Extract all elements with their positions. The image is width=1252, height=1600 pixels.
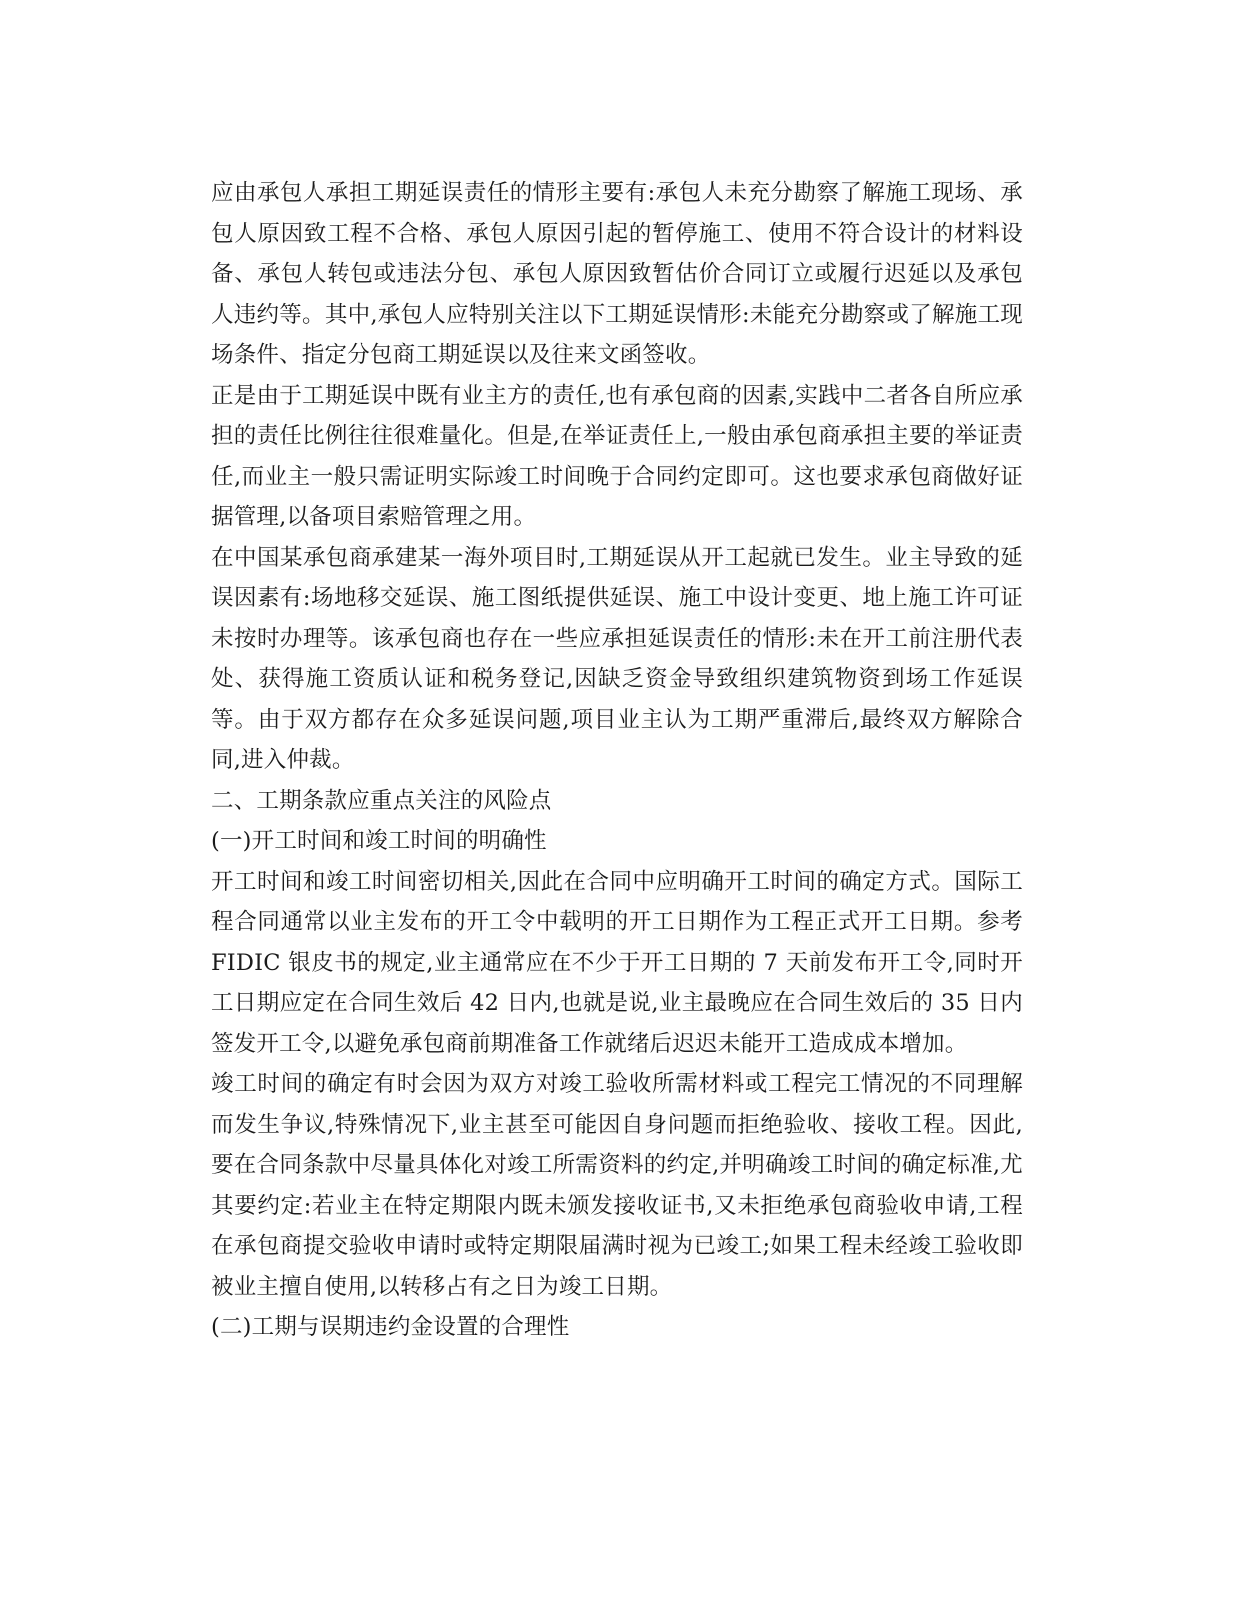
paragraph-commencement-date: 开工时间和竣工时间密切相关,因此在合同中应明确开工时间的确定方式。国际工程合同通常以业主发布的开工令中载明的开工日期作为工程正式开工日期。参考 FIDIC 银皮书的规定,业主通常应在不少于开工日期的 7 天前发布开工令,同时开工日期应定在合同生效后 42 日内,也就是说,业主最晚应在合同生效后的 35 日内签发开工令,以避免承包商前期准备工作就绪后迟迟未能开工造成成本增加。 xyxy=(211,868,1023,1057)
section-heading: 二、工期条款应重点关注的风险点 xyxy=(211,787,552,814)
subsection-2-heading: (二)工期与误期违约金设置的合理性 xyxy=(211,1314,570,1340)
paragraph-overseas-case: 在中国某承包商承建某一海外项目时,工期延误从开工起就已发生。业主导致的延误因素有:场地移交延误、施工图纸提供延误、施工中设计变更、地上施工许可证未按时办理等。该承包商也存在一些应承担延误责任的情形:未在开工前注册代表处、获得施工资质认证和税务登记,因缺乏资金导致组织建筑物资到场工作延误等。由于双方都存在众多延误问题,项目业主认为工期严重滞后,最终双方解除合同,进入仲裁。 xyxy=(211,544,1023,773)
document-body xyxy=(211,173,1023,1348)
subsection-1-heading: (一)开工时间和竣工时间的明确性 xyxy=(211,828,547,854)
paragraph-contractor-delay-liability: 应由承包人承担工期延误责任的情形主要有:承包人未充分勘察了解施工现场、承包人原因致工程不合格、承包人原因引起的暂停施工、使用不符合设计的材料设备、承包人转包或违法分包、承包人原因致暂估价合同订立或履行迟延以及承包人违约等。其中,承包人应特别关注以下工期延误情形:未能充分勘察或了解施工现场条件、指定分包商工期延误以及往来文函签收。 xyxy=(211,180,1023,368)
paragraph-completion-date: 竣工时间的确定有时会因为双方对竣工验收所需材料或工程完工情况的不同理解而发生争议,特殊情况下,业主甚至可能因自身问题而拒绝验收、接收工程。因此,要在合同条款中尽量具体化对竣工所需资料的约定,并明确竣工时间的确定标准,尤其要约定:若业主在特定期限内既未颁发接收证书,又未拒绝承包商验收申请,工程在承包商提交验收申请时或特定期限届满时视为已竣工;如果工程未经竣工验收即被业主擅自使用,以转移占有之日为竣工日期。 xyxy=(211,1071,1023,1300)
paragraph-burden-of-proof: 正是由于工期延误中既有业主方的责任,也有承包商的因素,实践中二者各自所应承担的责任比例往往很难量化。但是,在举证责任上,一般由承包商承担主要的举证责任,而业主一般只需证明实际竣工时间晚于合同约定即可。这也要求承包商做好证据管理,以备项目索赔管理之用。 xyxy=(211,382,1023,530)
